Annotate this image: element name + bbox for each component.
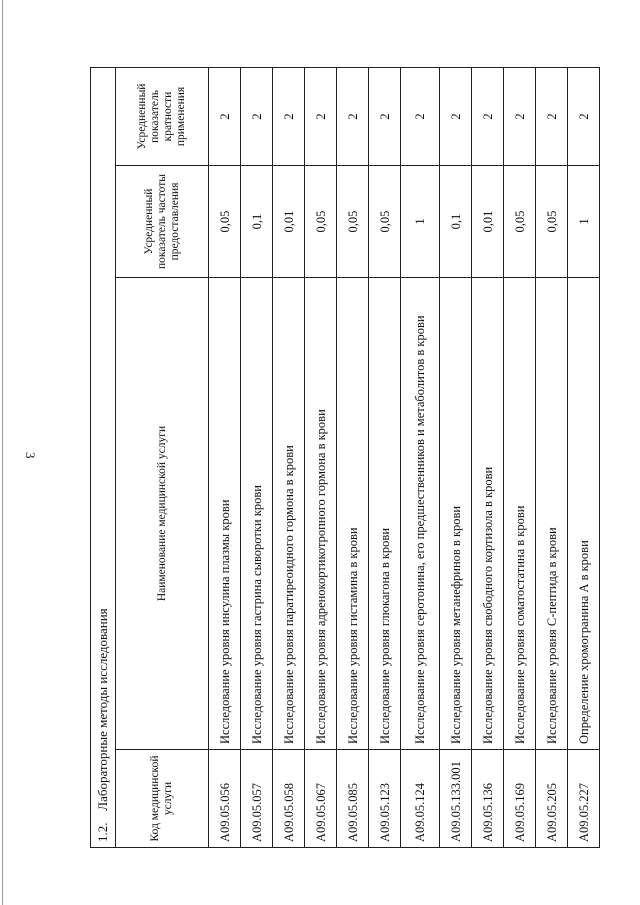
frequency-value: 1 — [568, 166, 600, 278]
rotated-table-container — [90, 68, 591, 848]
section-header-cell — [91, 67, 116, 847]
multiplicity-value: 2 — [504, 67, 536, 165]
service-name: Определение хромогранина А в крови — [568, 278, 600, 750]
table-row — [472, 67, 504, 847]
header-name: Наименование медицинской услуги — [116, 278, 209, 750]
service-code: A09.05.227 — [568, 750, 600, 848]
service-code: A09.05.058 — [273, 750, 305, 848]
table-row — [337, 67, 369, 847]
service-code: A09.05.205 — [536, 750, 568, 848]
frequency-value: 0,05 — [369, 166, 401, 278]
service-name: Исследование уровня паратиреоидного гормона в крови — [273, 278, 305, 750]
multiplicity-value: 2 — [305, 67, 337, 165]
page-number: 3 — [23, 452, 38, 459]
table-row — [504, 67, 536, 847]
service-name: Исследование уровня гастрина сыворотки крови — [241, 278, 273, 750]
multiplicity-value: 2 — [568, 67, 600, 165]
service-code: A09.05.136 — [472, 750, 504, 848]
service-code: A09.05.124 — [401, 750, 440, 848]
multiplicity-value: 2 — [440, 67, 472, 165]
header-frequency: Усредненный показатель частоты предоставления — [116, 166, 209, 278]
section-number: 1.2. — [95, 822, 110, 842]
frequency-value: 0,01 — [273, 166, 305, 278]
multiplicity-value: 2 — [241, 67, 273, 165]
page-edge-line — [2, 0, 3, 905]
service-name: Исследование уровня свободного кортизола в крови — [472, 278, 504, 750]
section-header-row — [91, 67, 116, 847]
header-multiplicity: Усредненный показатель кратности применения — [116, 67, 209, 165]
frequency-value: 1 — [401, 166, 440, 278]
service-name: Исследование уровня серотонина, его предшественников и метаболитов в крови — [401, 278, 440, 750]
service-code: A09.05.169 — [504, 750, 536, 848]
service-code: A09.05.067 — [305, 750, 337, 848]
frequency-value: 0,05 — [209, 166, 241, 278]
table-row — [209, 67, 241, 847]
table-row — [440, 67, 472, 847]
multiplicity-value: 2 — [472, 67, 504, 165]
service-name: Исследование уровня инсулина плазмы крови — [209, 278, 241, 750]
multiplicity-value: 2 — [536, 67, 568, 165]
multiplicity-value: 2 — [337, 67, 369, 165]
service-name: Исследование уровня метанефринов в крови — [440, 278, 472, 750]
frequency-value: 0,05 — [305, 166, 337, 278]
table-row — [305, 67, 337, 847]
frequency-value: 0,01 — [472, 166, 504, 278]
multiplicity-value: 2 — [209, 67, 241, 165]
multiplicity-value: 2 — [369, 67, 401, 165]
frequency-value: 0,1 — [241, 166, 273, 278]
section-title: Лабораторные методы исследования — [95, 608, 110, 811]
table-row — [273, 67, 305, 847]
multiplicity-value: 2 — [401, 67, 440, 165]
service-name: Исследование уровня глюкагона в крови — [369, 278, 401, 750]
service-code: A09.05.085 — [337, 750, 369, 848]
services-table — [90, 67, 600, 848]
table-row — [401, 67, 440, 847]
table-row — [241, 67, 273, 847]
frequency-value: 0,05 — [536, 166, 568, 278]
table-row — [536, 67, 568, 847]
service-name: Исследование уровня гистамина в крови — [337, 278, 369, 750]
service-name: Исследование уровня адренокортикотропного гормона в крови — [305, 278, 337, 750]
service-code: A09.05.123 — [369, 750, 401, 848]
table-row — [369, 67, 401, 847]
service-name: Исследование уровня соматостатина в крови — [504, 278, 536, 750]
frequency-value: 0,05 — [337, 166, 369, 278]
multiplicity-value: 2 — [273, 67, 305, 165]
header-code: Код медицинской услуги — [116, 750, 209, 848]
frequency-value: 0,05 — [504, 166, 536, 278]
table-row — [568, 67, 600, 847]
service-code: A09.05.056 — [209, 750, 241, 848]
service-code: A09.05.133.001 — [440, 750, 472, 848]
frequency-value: 0,1 — [440, 166, 472, 278]
service-code: A09.05.057 — [241, 750, 273, 848]
service-name: Исследование уровня С-пептида в крови — [536, 278, 568, 750]
column-header-row — [116, 67, 209, 847]
